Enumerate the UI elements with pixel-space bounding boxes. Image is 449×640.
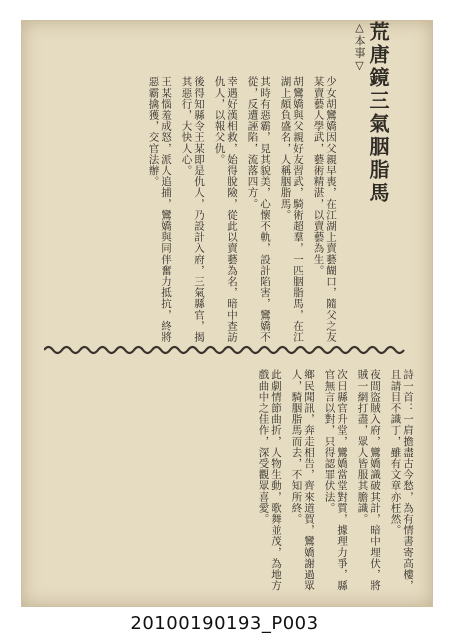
paragraph: 此劇情節曲折，人物生動，歌舞並茂，為地方戲曲中之佳作，深受觀眾喜愛。 (257, 369, 282, 591)
paragraph: 王某惱羞成怒，派人追捕，鸞嬌與同伴奮力抵抗，終將惡霸擒獲，交官法辦。 (147, 76, 172, 343)
wavy-divider (44, 343, 410, 357)
paragraph: 少女胡鸞嬌因父親早喪，在江湖上賣藝餬口，隨父之友某賣藝人學武，藝術精湛，以賣藝為生。 (312, 76, 337, 343)
paragraph: 次日縣官升堂，鸞嬌當堂對質，據理力爭，縣官無言以對，只得認罪伏法。 (323, 369, 348, 591)
paragraph: 胡鸞嬌與父親好友習武，騎術超羣，一匹胭脂馬，在江湖上頗負盛名，人稱胭脂馬。 (279, 76, 304, 343)
play-title: 荒唐鏡三氣胭脂馬 (366, 21, 390, 205)
paragraph: 幸遇好漢相救，始得脫險，從此以賣藝為名，暗中查訪仇人，以報父仇。 (213, 76, 238, 343)
archive-id-caption: 20100190193_P003 (130, 613, 319, 634)
upper-text-section (22, 76, 432, 346)
paragraph: 詩一首：一肩擔盡古今愁，為有情書寄高樓，且請目不識丁，雖有文章亦枉然。 (389, 369, 414, 591)
paragraph: 鄉民聞訊，奔走相告，齊來道賀，鸞嬌謝過眾人，騎胭脂馬而去，不知所終。 (290, 369, 315, 591)
paragraph: 其時有惡霸，見其貌美，心懷不軌，設計陷害，鸞嬌不從，反遭誣陷，流落四方。 (246, 76, 271, 343)
lower-body-text (32, 369, 414, 594)
document-page (21, 20, 433, 607)
upper-body-text (32, 76, 337, 346)
paragraph: 夜間盜賊入府，鸞嬌識破其計，暗中埋伏，將賊一網打盡，眾人皆服其膽識。 (356, 369, 381, 591)
section-label: △本事▽ (353, 21, 366, 73)
paragraph: 後得知縣令王某即是仇人，乃設計入府，三氣縣官，揭其惡行，大快人心。 (180, 76, 205, 343)
lower-text-section (22, 369, 432, 594)
